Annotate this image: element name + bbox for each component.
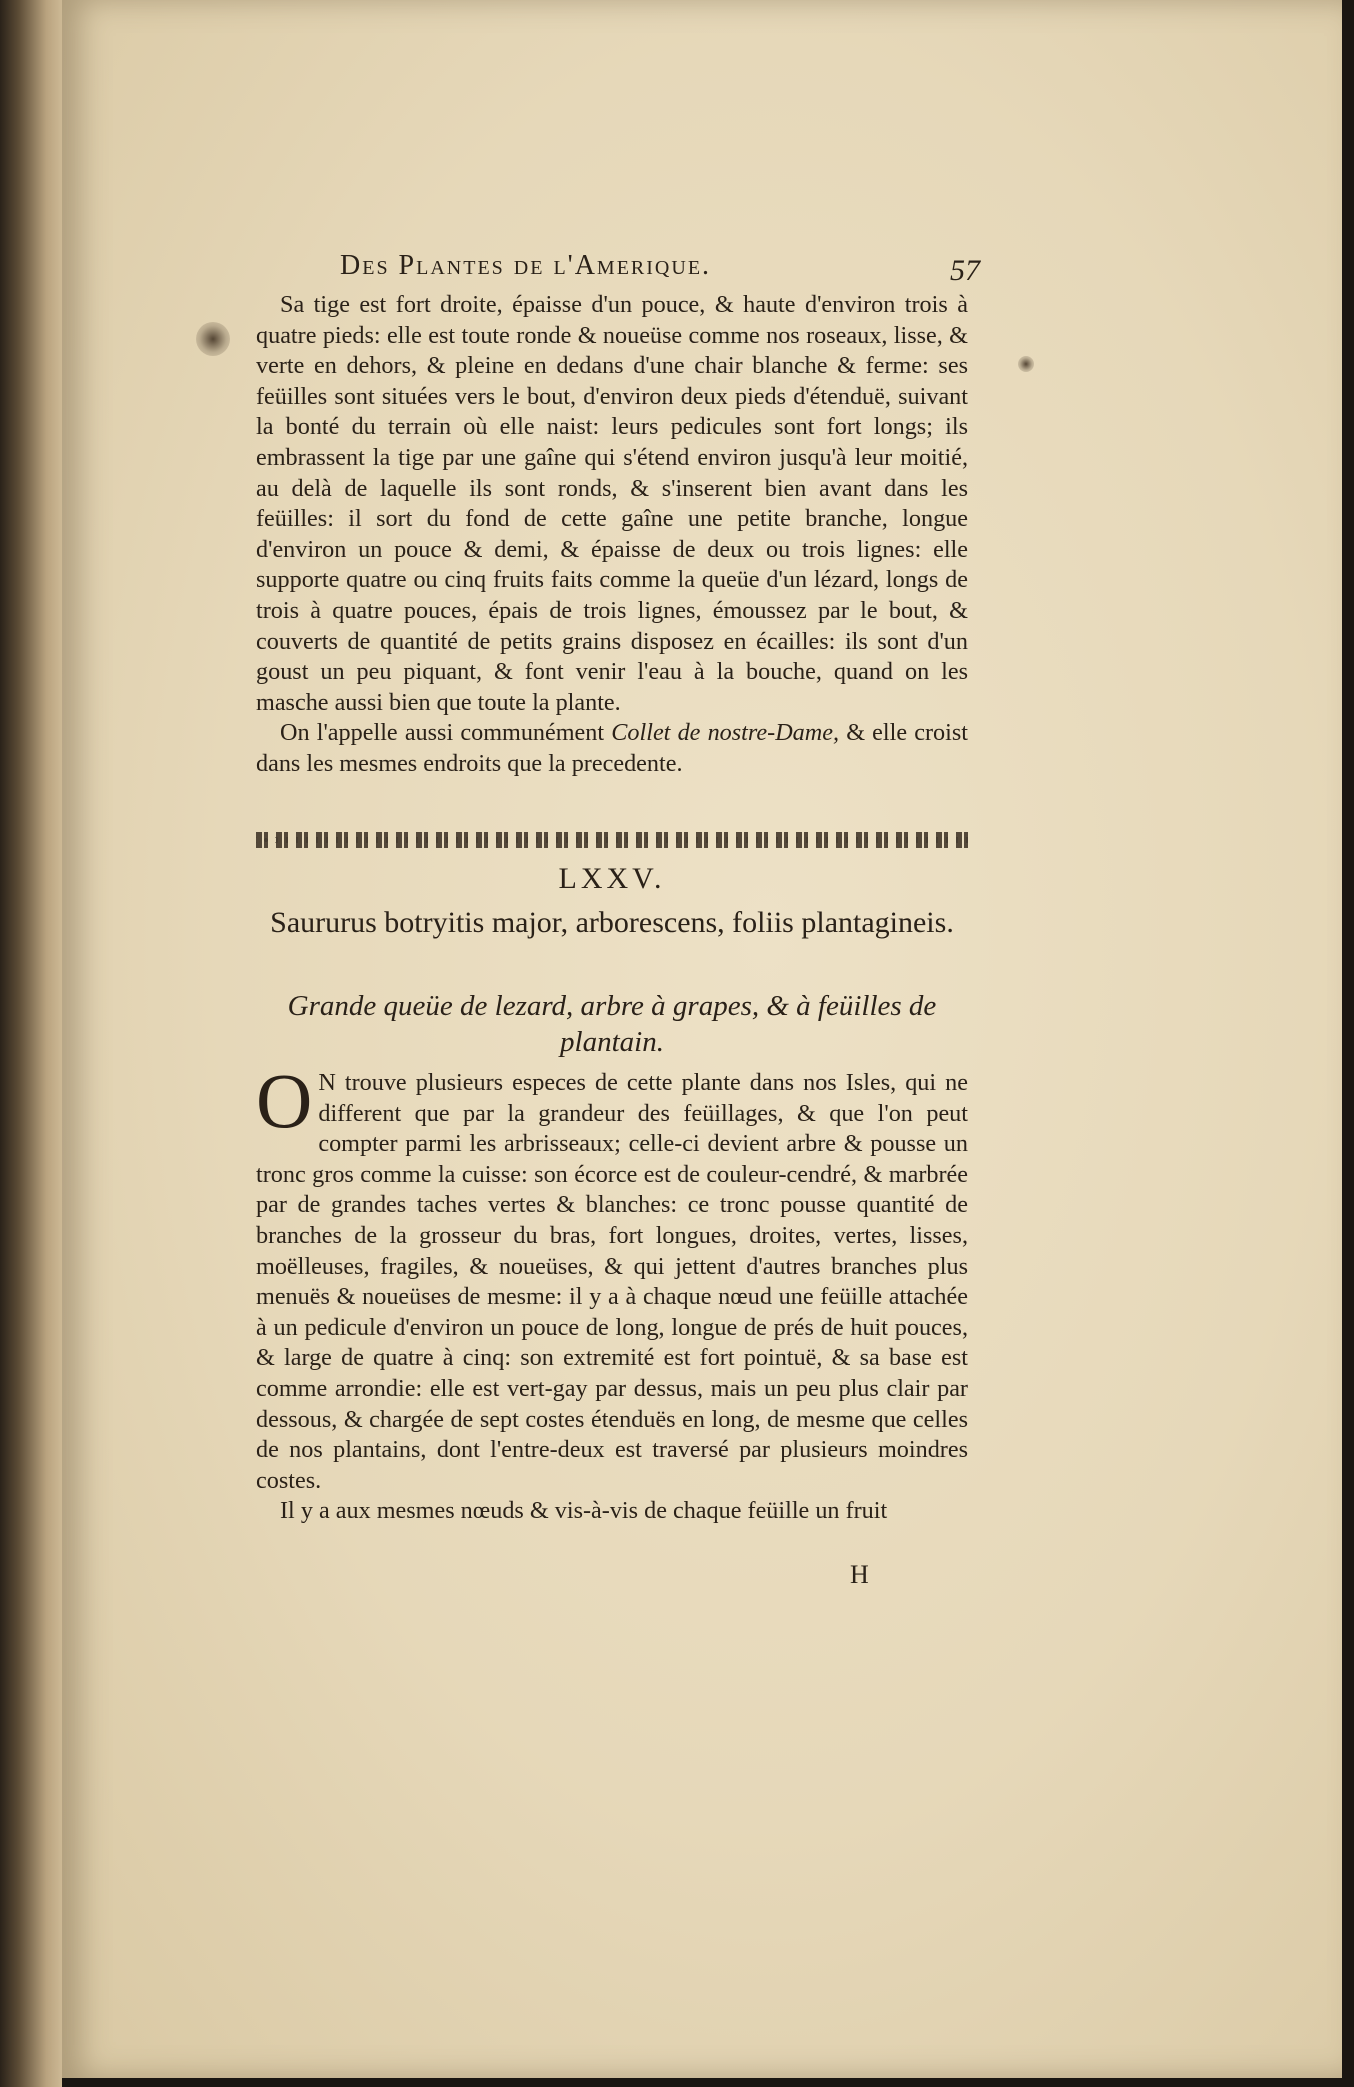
section-body-text [256, 1057, 968, 1527]
ornamental-divider [256, 832, 968, 848]
paragraph: Sa tige est fort droite, épaisse d'un pouce, & haute d'environ trois à quatre pieds: elle est toute ronde & noueüse comme nos roseaux, lisse, & verte en dehors, & pleine en dedans d'une chair blanche & ferme: ses feüilles sont situées vers le bout, d'environ deux pieds d'étenduë, suivant la bonté du terrain où elle naist: leurs pedicules sont fort longs; ils embrassent la tige par une gaîne qui s'étend environ jusqu'à leur moitié, au delà de laquelle ils sont ronds, & s'inserent bien avant dans les feüilles: il sort du fond de cette gaîne une petite branche, longue d'environ un pouce & demi, & épaisse de deux ou trois lignes: elle supporte quatre ou cinq fruits faits comme la queüe d'un lézard, longs de trois à quatre pouces, épais de trois lignes, émoussez par le bout, & couverts de quantité de petits grains disposez en écailles: ils sont d'un goust un peu piquant, & font venir l'eau à la bouche, quand on les masche aussi bien que toute la plante. [256, 291, 968, 716]
ink-stain [1018, 356, 1034, 372]
running-title: Des Plantes de l'Amerique. [340, 250, 712, 281]
text-run: N trouve plusieurs especes de cette plante dans nos Isles, qui ne different que par la grandeur des feüillages, & que l'on peut compter parmi les arbrisseaux; celle-ci devient arbre & pousse un tronc gros comme la cuisse: son écorce est de couleur-cendré, & marbrée par de grandes taches vertes & blanches: ce tronc pousse quantité de branches de la grosseur du bras, fort longues, droites, vertes, lisses, moëlleuses, fragiles, & noueüses, & qui jettent d'autres branches plus menuës & noueüses de mesme: il y a à chaque nœud une feüille attachée à un pedicule d'environ un pouce de long, longue de prés de huit pouces, & large de quatre à cinq: son extremité est fort pointuë, & sa base est comme arrondie: elle est vert-gay par dessus, mais un peu plus clair par dessous, & chargée de sept costes étenduës en long, de mesme que celles de nos plantains, dont l'entre-deux est traversé par plusieurs moindres costes. [256, 1069, 968, 1494]
ink-stain [196, 322, 230, 356]
french-title: Grande queüe de lezard, arbre à grapes, & à feüilles de plantain. [287, 990, 937, 1058]
book-spine [0, 0, 62, 2087]
page-number: 57 [950, 254, 980, 287]
paragraph: Il y a aux mesmes nœuds & vis-à-vis de chaque feüille un fruit [280, 1497, 888, 1525]
paragraph [256, 718, 968, 779]
section-continued-text [256, 290, 968, 780]
page-header [340, 250, 980, 294]
text-run: & elle croist dans les mesmes endroits que la precedente. [256, 719, 968, 777]
drop-cap: O [256, 1057, 313, 1144]
paragraph [256, 1057, 968, 1496]
latin-title: Saururus botryitis major, arborescens, foliis plantagineis. [270, 906, 954, 939]
signature-mark: H [850, 1560, 869, 1589]
section-number: LXXV. [558, 862, 666, 895]
text-run: On l'appelle aussi communément [280, 719, 612, 747]
italic-term: Collet de nostre-Dame, [611, 719, 840, 747]
